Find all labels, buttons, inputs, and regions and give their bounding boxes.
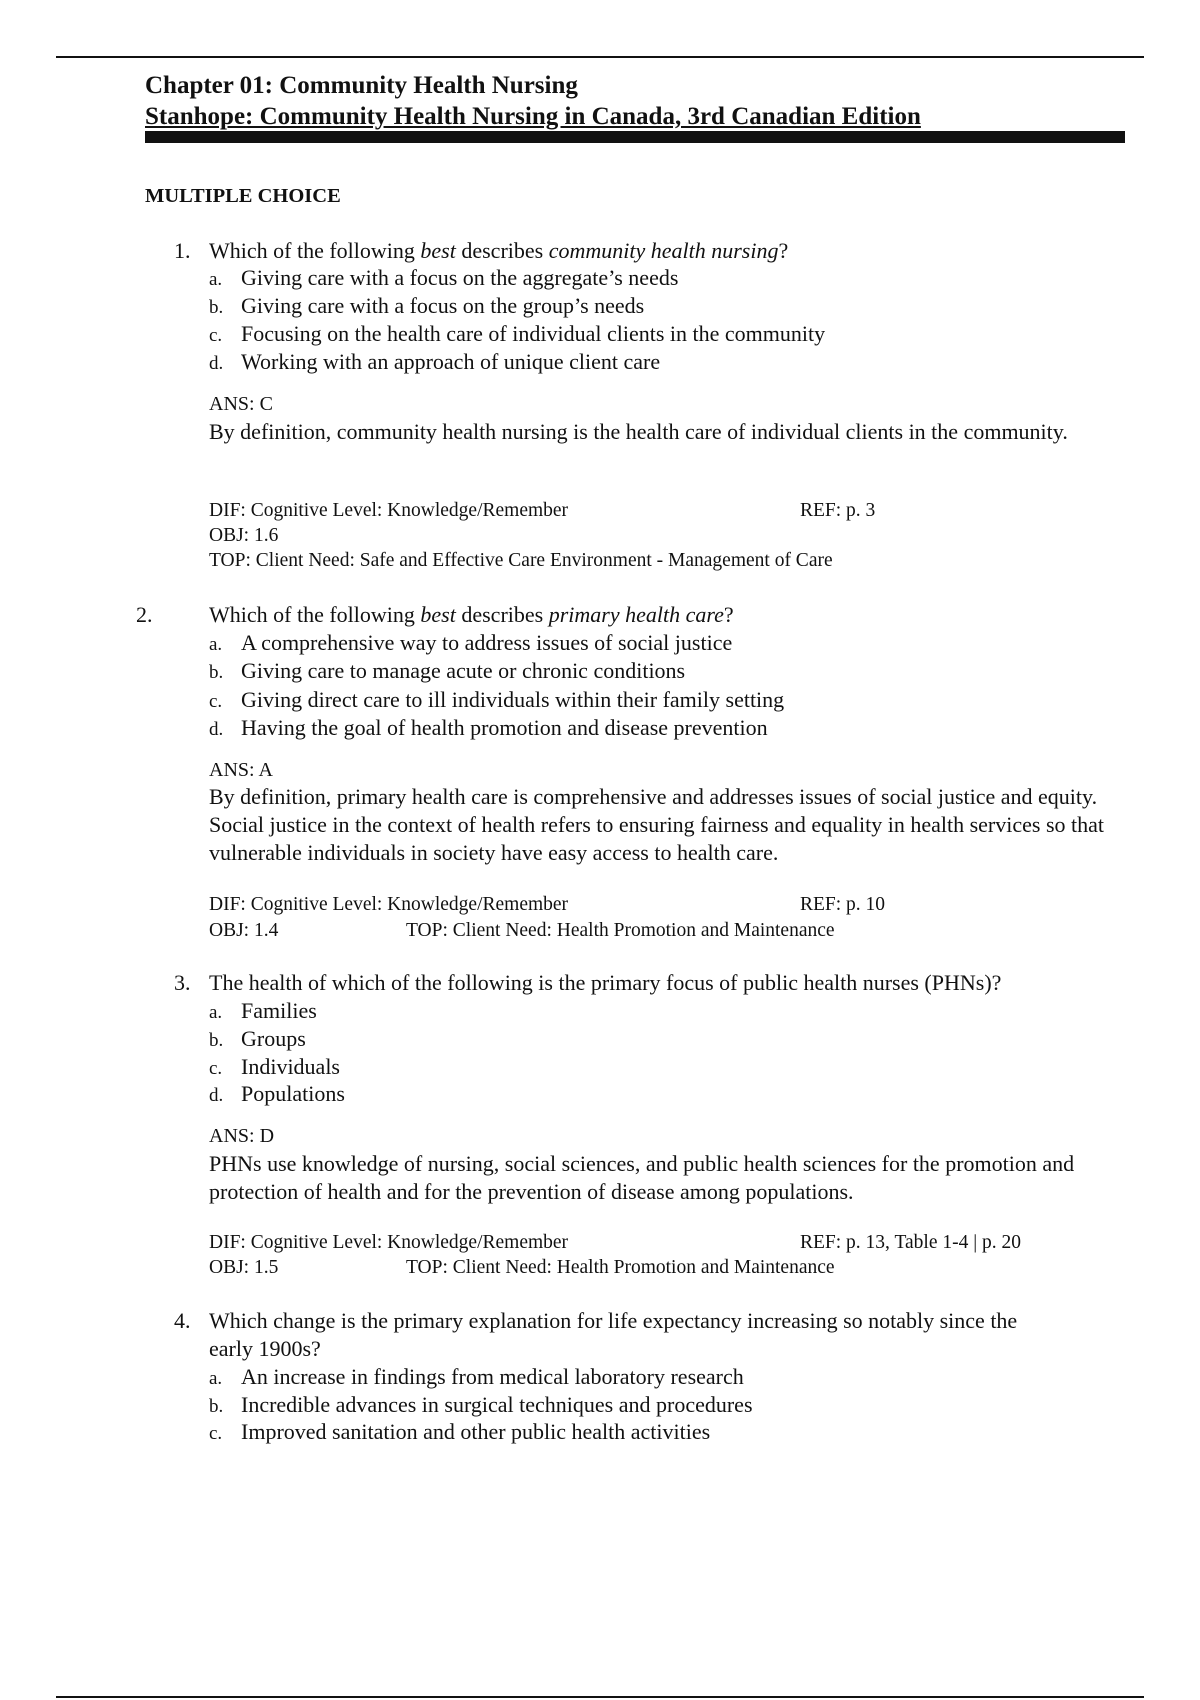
question-number: 4.	[174, 1308, 191, 1333]
option-d: d. Populations	[209, 1081, 345, 1106]
option-b: b. Giving care to manage acute or chronic conditions	[209, 658, 686, 683]
option-c: c. Giving direct care to ill individuals within their family setting	[209, 687, 785, 712]
option-a: a. Giving care with a focus on the aggregate’s needs	[209, 265, 679, 290]
answer-label: ANS: A	[209, 759, 273, 781]
rationale: By definition, primary health care is comprehensive and addresses issues of social justice and equity. Social justice in the context of health refers to ensuring fairness and equality in health services so that vulnerable individuals in society have easy access to health care.	[209, 784, 1105, 865]
option-a: a. A comprehensive way to address issues of social justice	[209, 630, 733, 655]
chapter-title: Chapter 01: Community Health Nursing	[145, 72, 578, 99]
option-d: d. Working with an approach of unique client care	[209, 349, 661, 374]
option-b: b. Incredible advances in surgical techniques and procedures	[209, 1392, 753, 1417]
question-stem: Which of the following best describes community health nursing?	[209, 238, 789, 263]
topic: TOP: Client Need: Health Promotion and Maintenance	[406, 1257, 835, 1278]
document-header	[145, 70, 1125, 132]
question-number: 1.	[174, 238, 191, 263]
topic: TOP: Client Need: Safe and Effective Care Environment - Management of Care	[209, 550, 833, 571]
option-c: c. Improved sanitation and other public health activities	[209, 1419, 711, 1444]
question-stem: The health of which of the following is the primary focus of public health nurses (PHNs)?	[209, 970, 1002, 995]
difficulty: DIF: Cognitive Level: Knowledge/Remember	[209, 500, 569, 521]
difficulty: DIF: Cognitive Level: Knowledge/Remember	[209, 894, 569, 915]
rationale: By definition, community health nursing is the health care of individual clients in the community.	[209, 419, 1068, 444]
objective: OBJ: 1.6	[209, 525, 279, 546]
reference: REF: p. 10	[800, 894, 886, 915]
reference: REF: p. 3	[800, 500, 876, 521]
option-b: b. Giving care with a focus on the group’s needs	[209, 293, 645, 318]
question-stem: Which of the following best describes primary health care?	[209, 602, 734, 627]
option-c: c. Focusing on the health care of individual clients in the community	[209, 321, 826, 346]
answer-label: ANS: C	[209, 393, 273, 415]
section-title: MULTIPLE CHOICE	[145, 185, 341, 207]
reference: REF: p. 13, Table 1-4 | p. 20	[800, 1232, 1022, 1253]
option-d: d. Having the goal of health promotion and disease prevention	[209, 715, 768, 740]
question-number: 3.	[174, 970, 191, 995]
option-a: a. An increase in findings from medical laboratory research	[209, 1364, 744, 1389]
objective: OBJ: 1.4	[209, 920, 279, 941]
page-bottom-rule	[56, 1696, 1144, 1698]
book-title: Stanhope: Community Health Nursing in Canada, 3rd Canadian Edition	[145, 103, 921, 130]
objective: OBJ: 1.5	[209, 1257, 279, 1278]
option-c: c. Individuals	[209, 1054, 340, 1079]
header-thick-rule	[145, 131, 1125, 143]
page-top-rule	[56, 56, 1144, 58]
topic: TOP: Client Need: Health Promotion and Maintenance	[406, 920, 835, 941]
rationale: PHNs use knowledge of nursing, social sciences, and public health sciences for the promotion and protection of health and for the prevention of disease among populations.	[209, 1151, 1075, 1204]
difficulty: DIF: Cognitive Level: Knowledge/Remember	[209, 1232, 569, 1253]
answer-label: ANS: D	[209, 1125, 275, 1147]
option-a: a. Families	[209, 998, 317, 1023]
question-stem-line-2: early 1900s?	[209, 1336, 321, 1361]
option-b: b. Groups	[209, 1026, 306, 1051]
question-number: 2.	[136, 602, 153, 627]
question-stem-line-1: Which change is the primary explanation for life expectancy increasing so notably since the	[209, 1308, 1018, 1333]
